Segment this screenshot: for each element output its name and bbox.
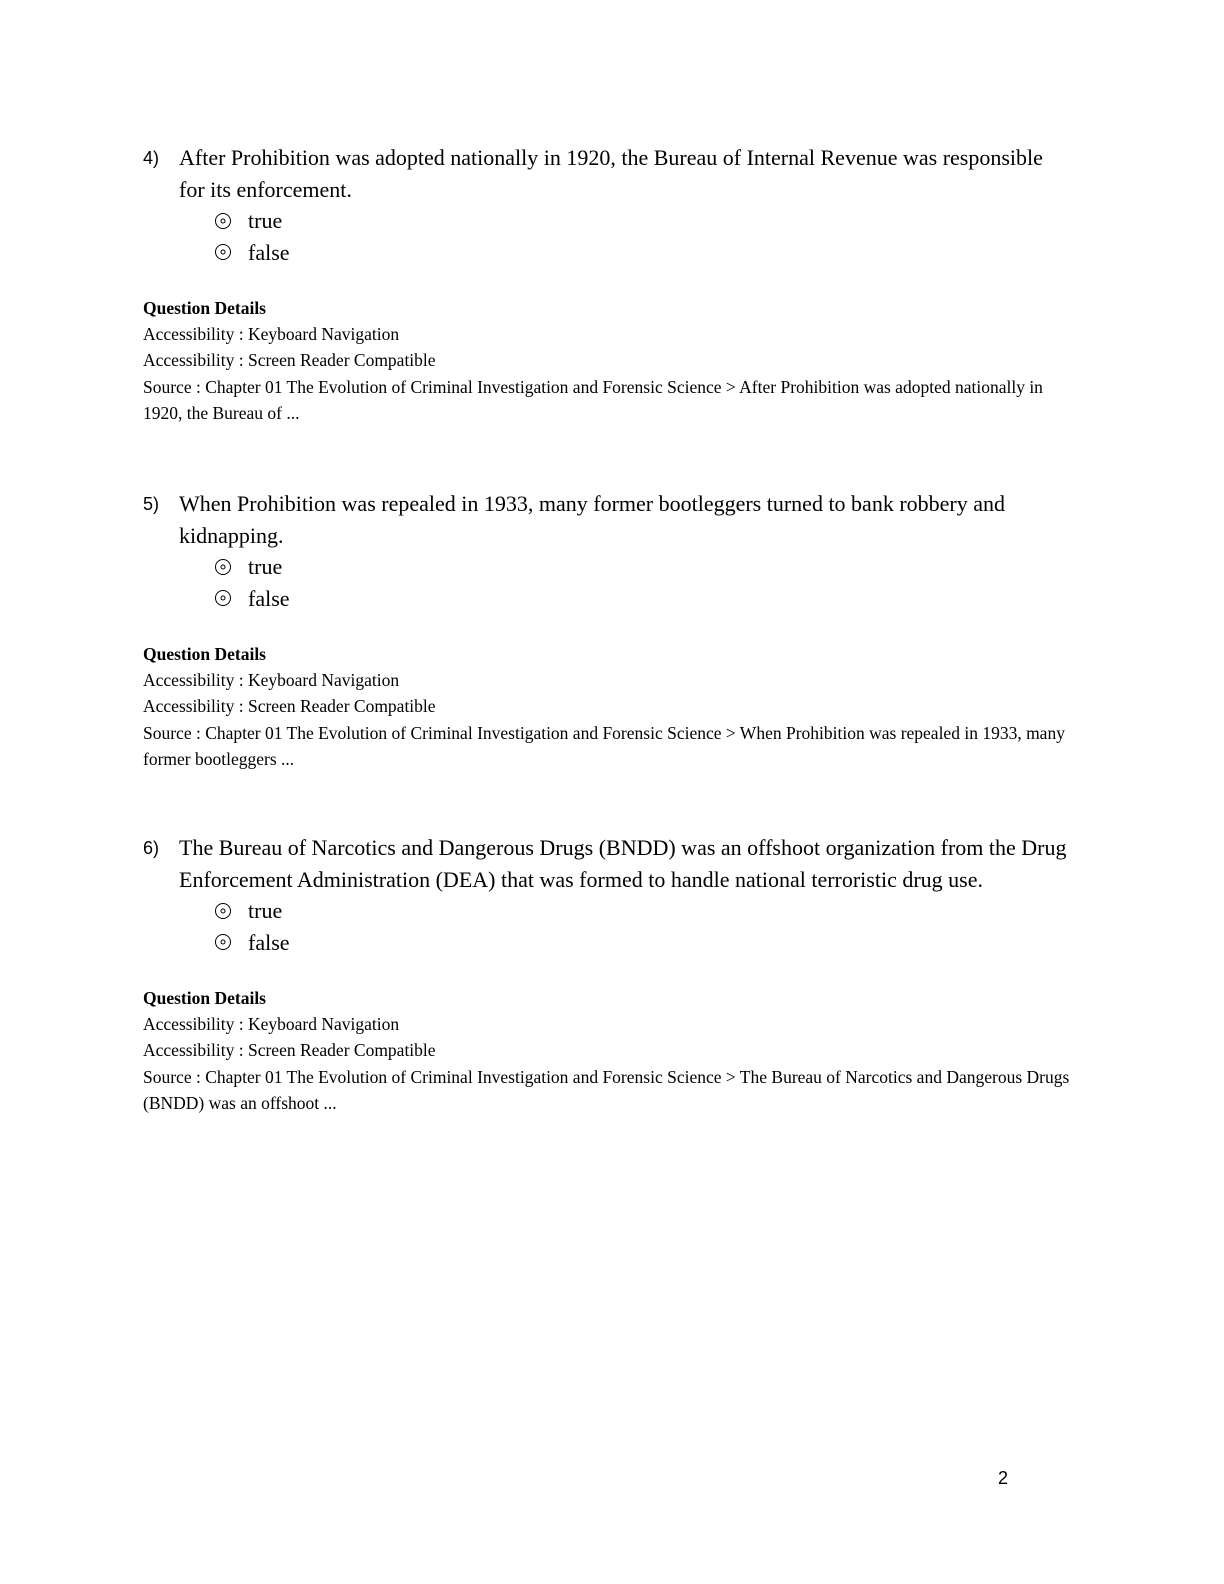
details-line: Accessibility : Keyboard Navigation — [143, 670, 400, 691]
radio-button-icon[interactable] — [215, 590, 231, 606]
radio-button-icon[interactable] — [215, 244, 231, 260]
details-line: Accessibility : Keyboard Navigation — [143, 1014, 400, 1035]
option-label: true — [248, 208, 283, 233]
details-line: Accessibility : Screen Reader Compatible — [143, 350, 436, 371]
radio-button-icon[interactable] — [215, 934, 231, 950]
question-prompt — [143, 488, 1073, 551]
question-details-heading: Question Details — [143, 644, 266, 664]
details-line: Accessibility : Screen Reader Compatible — [143, 696, 436, 717]
option-true[interactable] — [215, 895, 1073, 927]
radio-button-icon[interactable] — [215, 903, 231, 919]
question-prompt — [143, 832, 1073, 895]
question-details — [143, 985, 1073, 1116]
question-text: The Bureau of Narcotics and Dangerous Drugs (BNDD) was an offshoot organization from the Drug Enforcement Administration (DEA) that was formed to handle national terroristic drug use. — [179, 835, 1067, 892]
question-5 — [143, 488, 1073, 772]
question-number: 4) — [143, 148, 160, 168]
question-details — [143, 295, 1073, 426]
question-prompt — [143, 142, 1073, 205]
option-false[interactable] — [215, 583, 1073, 615]
question-6 — [143, 832, 1073, 1116]
question-text: After Prohibition was adopted nationally in 1920, the Bureau of Internal Revenue was responsible for its enforcement. — [179, 145, 1043, 202]
question-4 — [143, 142, 1073, 426]
option-false[interactable] — [215, 237, 1073, 269]
details-source: Source : Chapter 01 The Evolution of Criminal Investigation and Forensic Science > The Bureau of Narcotics and Dangerous Drugs (BNDD) was an offshoot ... — [143, 1066, 1070, 1113]
question-details-heading: Question Details — [143, 988, 266, 1008]
option-label: false — [248, 585, 290, 611]
details-line: Accessibility : Keyboard Navigation — [143, 324, 400, 345]
details-line: Accessibility : Screen Reader Compatible — [143, 1040, 436, 1061]
details-source: Source : Chapter 01 The Evolution of Criminal Investigation and Forensic Science > When Prohibition was repealed in 1933, many former bootleggers ... — [143, 722, 1065, 769]
option-label: false — [248, 239, 290, 265]
question-text: When Prohibition was repealed in 1933, many former bootleggers turned to bank robbery and kidnapping. — [179, 491, 1005, 548]
option-false[interactable] — [215, 927, 1073, 959]
answer-options — [143, 205, 1073, 268]
option-true[interactable] — [215, 205, 1073, 237]
radio-button-icon[interactable] — [215, 559, 231, 575]
option-label: true — [248, 898, 283, 923]
answer-options — [143, 895, 1073, 958]
radio-button-icon[interactable] — [215, 213, 231, 229]
option-true[interactable] — [215, 551, 1073, 583]
question-details — [143, 641, 1073, 772]
question-number: 6) — [143, 838, 160, 858]
option-label: true — [248, 554, 283, 579]
question-details-heading: Question Details — [143, 298, 266, 318]
page-number: 2 — [998, 1468, 1009, 1488]
question-number: 5) — [143, 494, 160, 514]
answer-options — [143, 551, 1073, 614]
details-source: Source : Chapter 01 The Evolution of Criminal Investigation and Forensic Science > After Prohibition was adopted nationally in 1920, the Bureau of ... — [143, 376, 1043, 423]
option-label: false — [248, 929, 290, 955]
